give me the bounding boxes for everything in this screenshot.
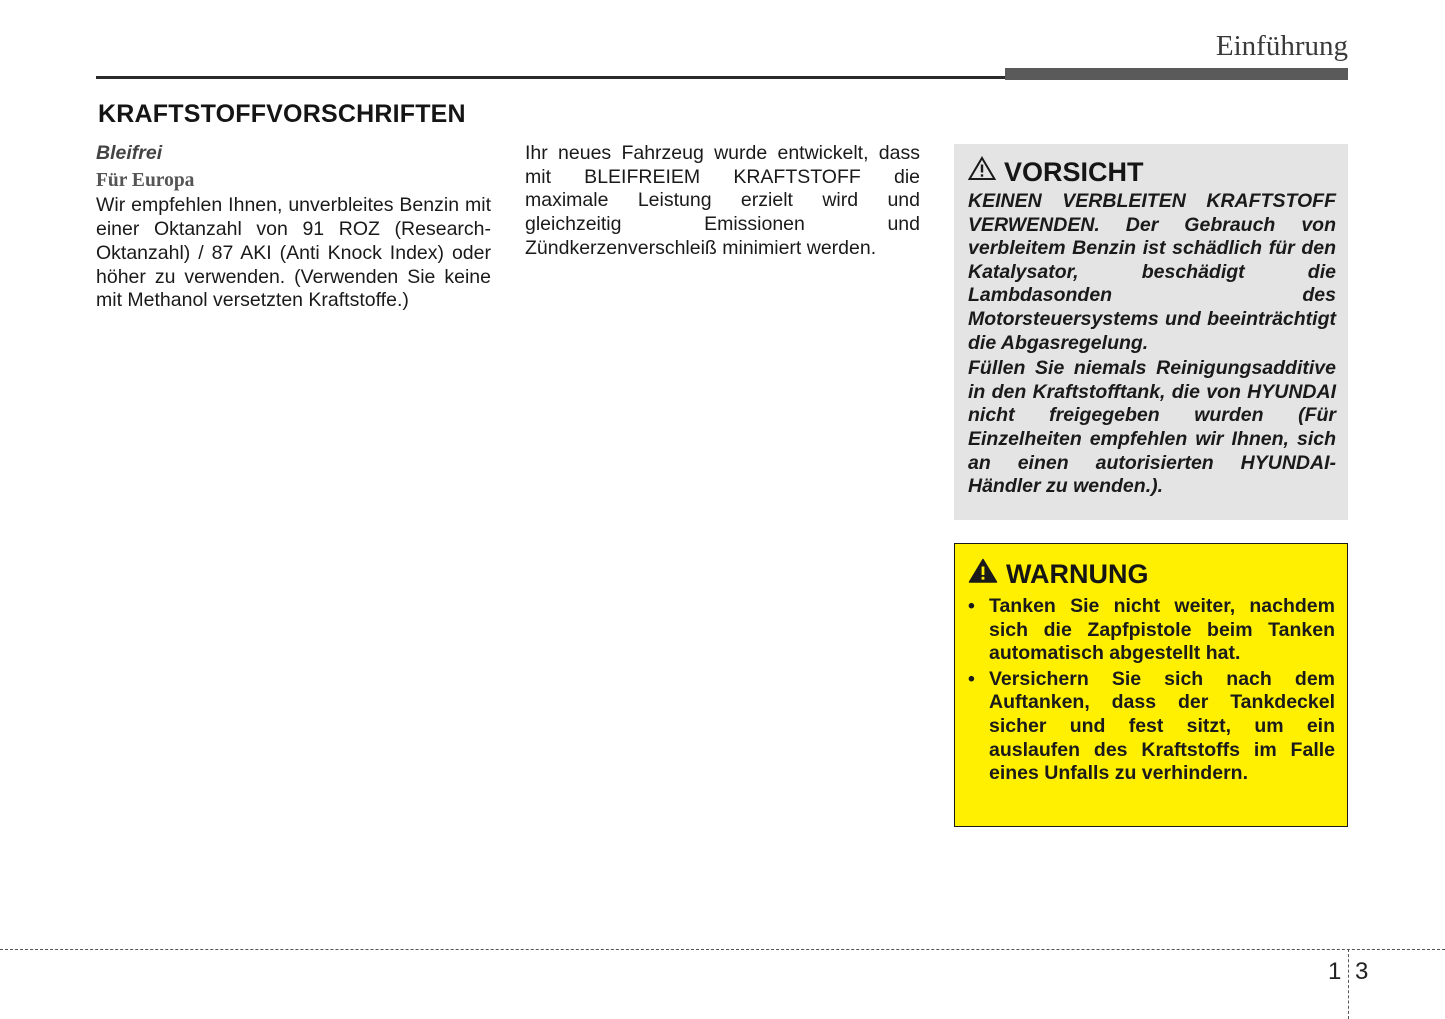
warning-title-row bbox=[968, 558, 1335, 591]
page-number-separator bbox=[1348, 949, 1349, 1019]
bullet: • bbox=[968, 595, 975, 617]
chapter-number: 1 bbox=[1328, 958, 1342, 985]
warning-item-text: Versichern Sie sich nach dem Auftanken, dass der Tankdeckel sicher und fest sitzt, um ein auslaufen des Kraftstoffs im Falle eines Unfalls zu verhindern. bbox=[989, 667, 1335, 785]
subheading-bleifrei: Bleifrei bbox=[96, 142, 163, 164]
subheading-region: Für Europa bbox=[96, 169, 195, 191]
warning-triangle-filled-icon bbox=[968, 558, 1006, 591]
page-heading: KRAFTSTOFFVORSCHRIFTEN bbox=[98, 100, 466, 128]
warning-triangle-outline-icon bbox=[968, 156, 1004, 188]
list-item bbox=[968, 668, 1335, 786]
caution-paragraph: Füllen Sie niemals Reinigungsadditive in den Kraftstofftank, die von HYUNDAI nicht freigegeben wurden (Für Einzelheiten empfehlen wir Ihnen, sich an einen autorisierten HYUNDAI-Händler zu wenden.). bbox=[968, 357, 1336, 498]
caution-text bbox=[968, 190, 1336, 499]
caution-box bbox=[954, 144, 1348, 520]
caution-title-row bbox=[968, 156, 1336, 188]
warning-box bbox=[954, 543, 1348, 827]
caution-paragraph: KEINEN VERBLEITEN KRAFTSTOFF VERWENDEN. Der Gebrauch von verbleitem Benzin ist schädlich für den Katalysator, beschädigt die Lambdasonden des Motorsteuersystems und beeinträchtigt die Abgasregelung. bbox=[968, 190, 1336, 354]
footer-divider bbox=[0, 949, 1445, 950]
caution-title: VORSICHT bbox=[1004, 156, 1144, 187]
header-rule bbox=[96, 76, 1006, 79]
header-rule-accent bbox=[1005, 68, 1348, 80]
warning-title: WARNUNG bbox=[1006, 559, 1149, 589]
paragraph-octane: Wir empfehlen Ihnen, unverbleites Benzin mit einer Oktanzahl von 91 ROZ (Research-Oktanzahl) / 87 AKI (Anti Knock Index) oder höher zu verwenden. (Verwenden Sie keine mit Methanol versetzten Kraftstoffe.) bbox=[96, 194, 491, 312]
column-left bbox=[96, 142, 491, 313]
list-item bbox=[968, 595, 1335, 666]
bullet: • bbox=[968, 667, 975, 690]
column-middle bbox=[525, 142, 920, 261]
warning-item-text: Tanken Sie nicht weiter, nachdem sich die Zapfpistole beim Tanken automatisch abgestellt hat. bbox=[989, 595, 1335, 665]
page-number: 3 bbox=[1355, 958, 1369, 985]
paragraph-unleaded: Ihr neues Fahrzeug wurde entwickelt, dass mit BLEIFREIEM KRAFTSTOFF die maximale Leistung erzielt wird und gleichzeitig Emissionen und Zündkerzenverschleiß minimiert werden. bbox=[525, 142, 920, 259]
warning-list bbox=[968, 595, 1335, 786]
section-title: Einführung bbox=[1215, 30, 1348, 62]
